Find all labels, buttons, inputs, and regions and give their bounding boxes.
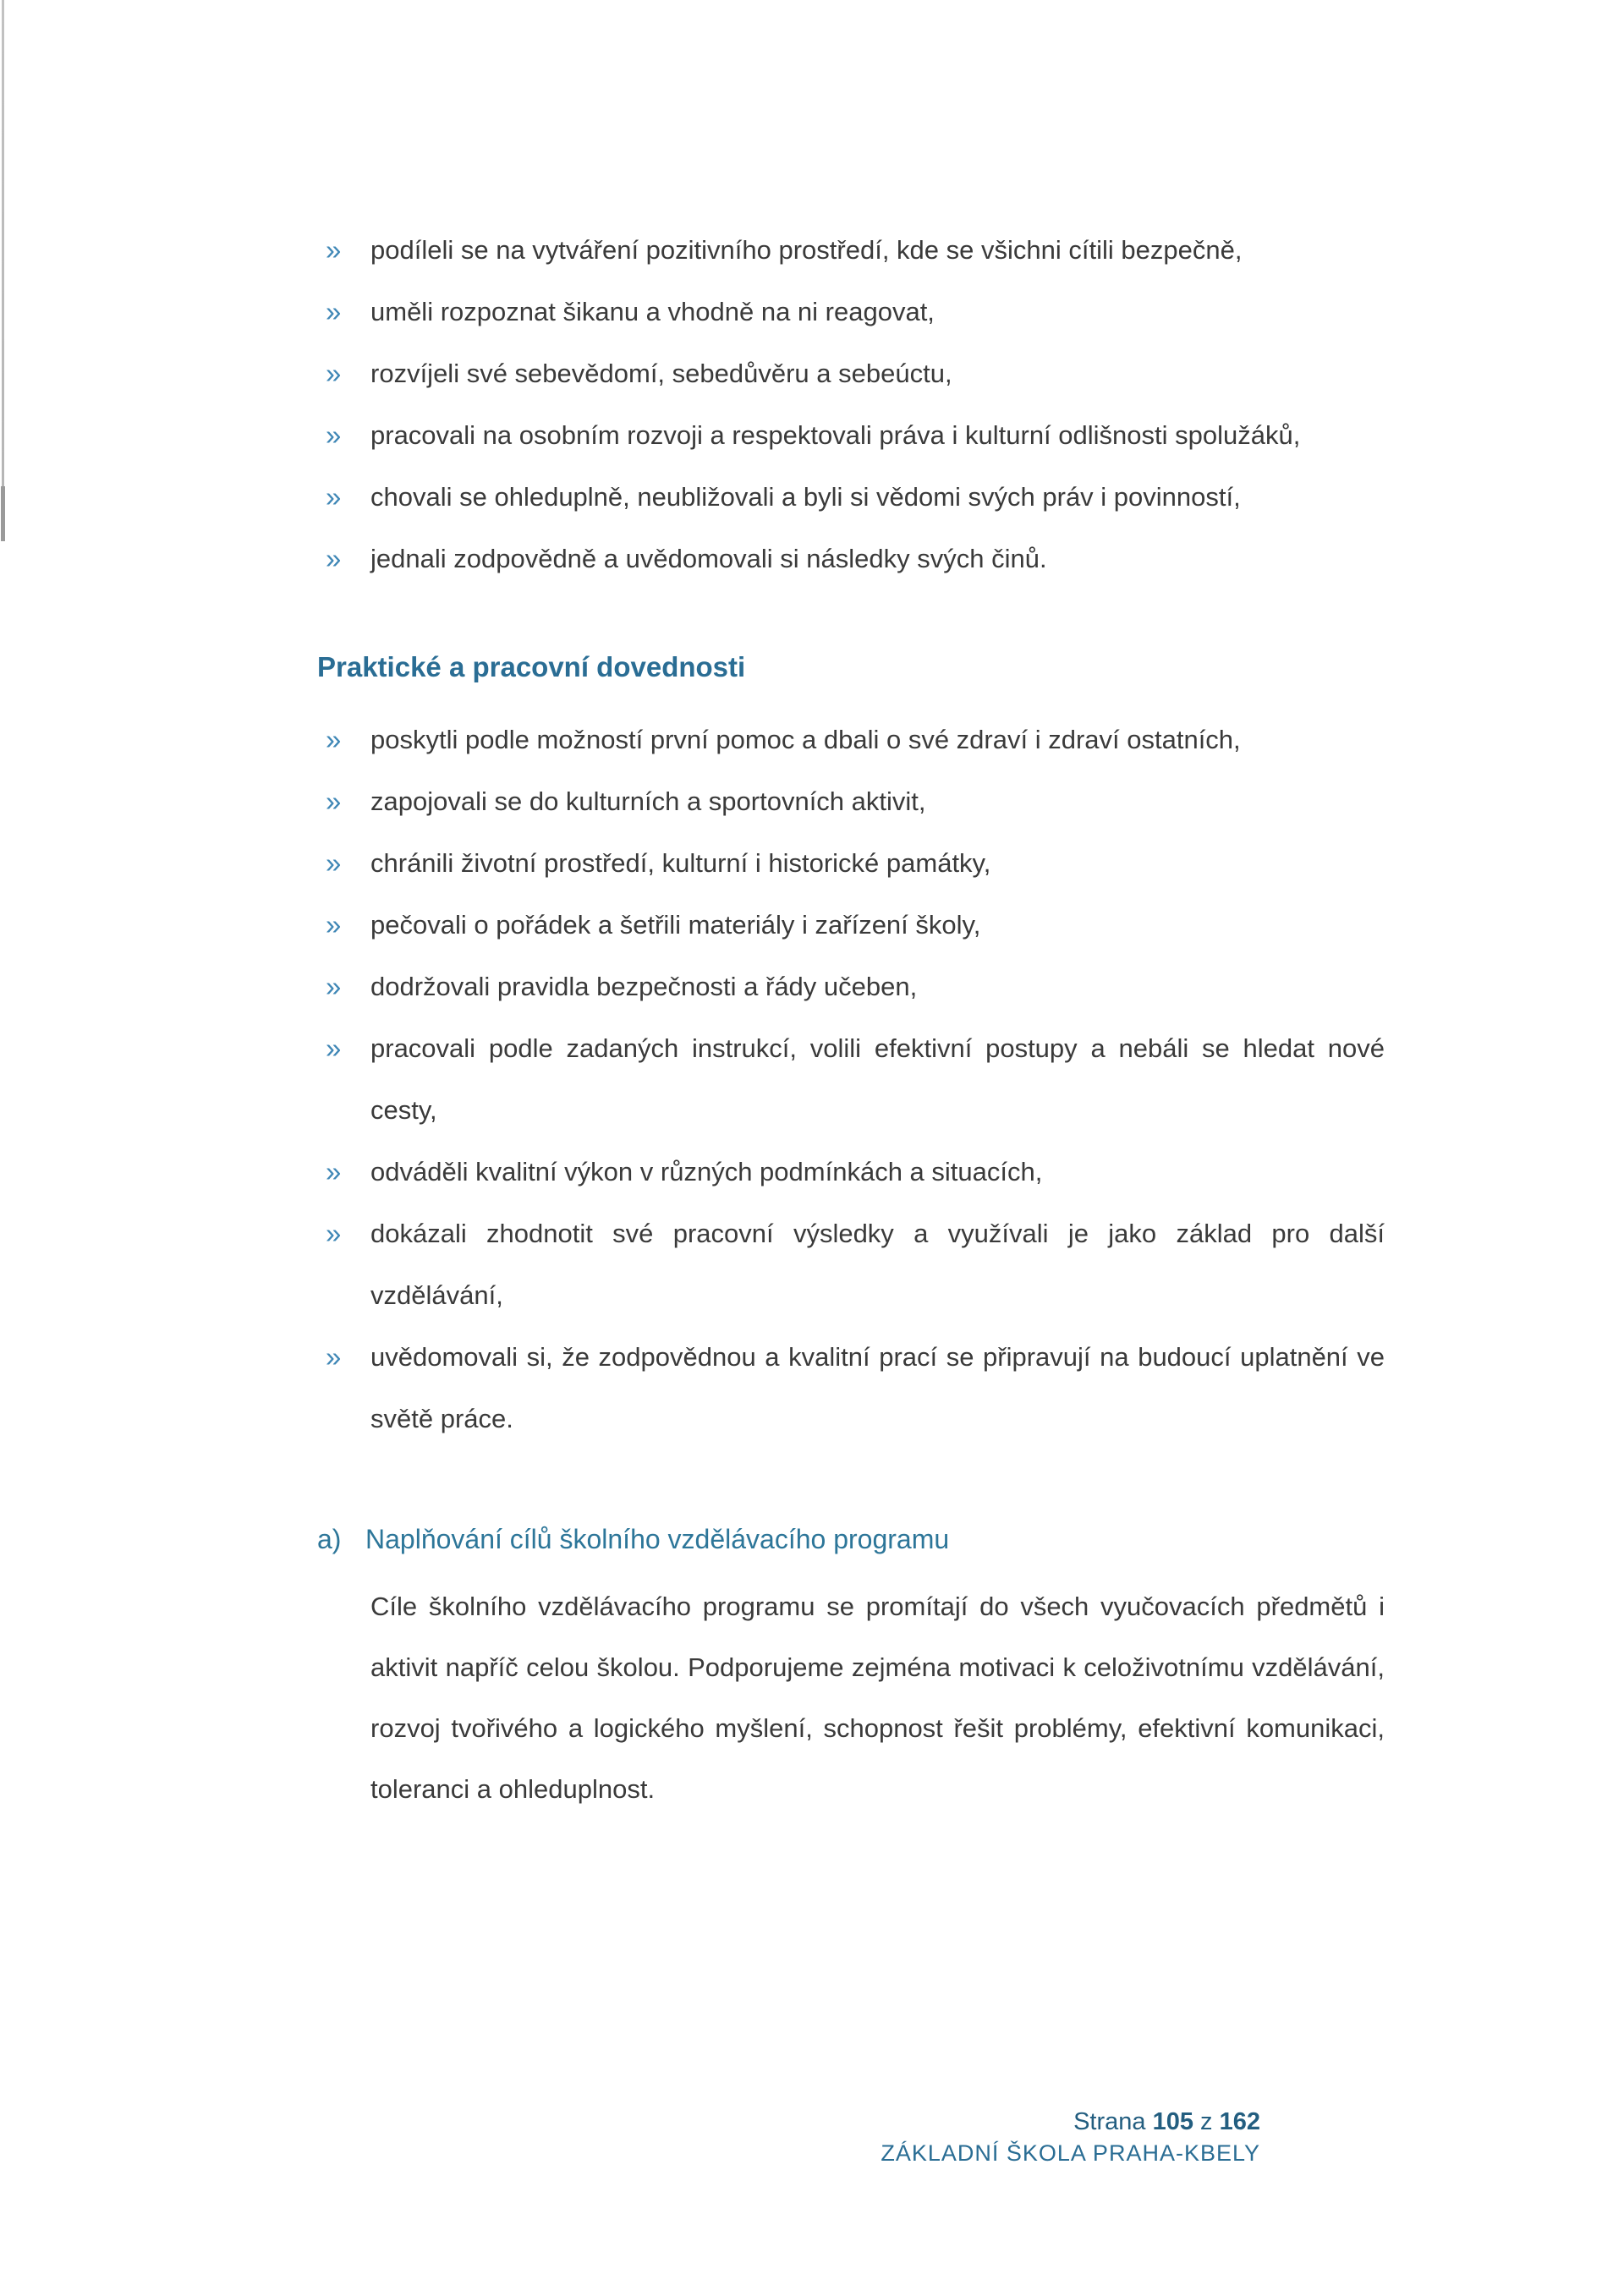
bullet-item-text: poskytli podle možností první pomoc a dbali o své zdraví i zdraví ostatních, (370, 725, 1241, 754)
subsection-a-paragraph: Cíle školního vzdělávacího programu se promítají do všech vyučovacích předmětů i aktivit napříč celou školou. Podporujeme zejména motivaci k celoživotnímu vzdělávání, rozvoj tvořivého a logického myšlení, schopnost řešit problémy, efektivní komunikaci, toleranci a ohleduplnost. (370, 1592, 1385, 1804)
scan-edge-artifact (2, 0, 4, 516)
bullet-item-text: uměli rozpoznat šikanu a vhodně na ni reagovat, (370, 297, 935, 326)
bullet-item (317, 1203, 1385, 1326)
bullet-item (317, 1141, 1385, 1203)
bullet-item-text: zapojovali se do kulturních a sportovních aktivit, (370, 786, 926, 816)
bullet-item (317, 404, 1385, 466)
bullet-list-practical-skills (317, 709, 1385, 1449)
bullet-item-text: dokázali zhodnotit své pracovní výsledky a využívali je jako základ pro další vzdělávání, (370, 1219, 1385, 1310)
bullet-marker-icon: » (326, 543, 342, 574)
bullet-item-text: dodržovali pravidla bezpečnosti a řády učeben, (370, 972, 918, 1001)
bullet-marker-icon: » (326, 1218, 342, 1249)
bullet-item-text: podíleli se na vytváření pozitivního prostředí, kde se všichni cítili bezpečně, (370, 235, 1243, 265)
bullet-item (317, 466, 1385, 528)
bullet-marker-icon: » (326, 419, 342, 451)
bullet-item-text: pracovali podle zadaných instrukcí, volili efektivní postupy a nebáli se hledat nové cesty, (370, 1033, 1385, 1125)
bullet-item-text: rozvíjeli své sebevědomí, sebedůvěru a sebeúctu, (370, 359, 952, 388)
bullet-marker-icon: » (326, 1033, 342, 1064)
bullet-marker-icon: » (326, 847, 342, 879)
bullet-item-text: chovali se ohleduplně, neubližovali a byli si vědomi svých práv i povinností, (370, 482, 1241, 512)
bullet-marker-icon: » (326, 481, 342, 512)
bullet-marker-icon: » (326, 358, 342, 389)
bullet-item (317, 1017, 1385, 1141)
bullet-marker-icon: » (326, 296, 342, 327)
bullet-item-text: chránili životní prostředí, kulturní i historické památky, (370, 848, 991, 878)
bullet-list-competences (317, 219, 1385, 589)
section-heading-practical-skills: Praktické a pracovní dovednosti (317, 651, 746, 682)
bullet-item (317, 528, 1385, 589)
bullet-marker-icon: » (326, 786, 342, 817)
bullet-item-text: jednali zodpovědně a uvědomovali si následky svých činů. (370, 544, 1047, 573)
footer-page-label: Strana (1073, 2108, 1146, 2135)
bullet-marker-icon: » (326, 724, 342, 755)
page-footer (881, 2107, 1260, 2169)
page-content (317, 219, 1385, 1820)
subsection-a-marker: a) (317, 1524, 342, 1554)
bullet-item (317, 894, 1385, 956)
bullet-marker-icon: » (326, 234, 342, 266)
bullet-item-text: pečovali o pořádek a šetřili materiály i zařízení školy, (370, 910, 981, 940)
subsection-a-heading (317, 1509, 1385, 1570)
bullet-item (317, 1326, 1385, 1449)
bullet-item (317, 219, 1385, 281)
bullet-item-text: odváděli kvalitní výkon v různých podmínkách a situacích, (370, 1157, 1043, 1186)
scan-edge-artifact-dash (1, 486, 5, 541)
footer-page-current: 105 (1152, 2108, 1193, 2135)
bullet-item (317, 956, 1385, 1017)
bullet-item-text: uvědomovali si, že zodpovědnou a kvalitní prací se připravují na budoucí uplatnění ve světě práce. (370, 1342, 1385, 1433)
bullet-marker-icon: » (326, 1341, 342, 1373)
footer-page-number (881, 2107, 1260, 2138)
bullet-item (317, 770, 1385, 832)
bullet-item-text: pracovali na osobním rozvoji a respektovali práva i kulturní odlišnosti spolužáků, (370, 420, 1301, 450)
subsection-a-title: Naplňování cílů školního vzdělávacího programu (365, 1524, 950, 1554)
footer-school-name: ZÁKLADNÍ ŠKOLA PRAHA-KBELY (881, 2140, 1260, 2166)
bullet-item (317, 709, 1385, 770)
bullet-item (317, 342, 1385, 404)
bullet-marker-icon: » (326, 971, 342, 1002)
footer-of-label: z (1200, 2108, 1213, 2135)
footer-page-total: 162 (1219, 2108, 1260, 2135)
bullet-marker-icon: » (326, 1156, 342, 1187)
bullet-item (317, 281, 1385, 342)
bullet-marker-icon: » (326, 909, 342, 940)
bullet-item (317, 832, 1385, 894)
